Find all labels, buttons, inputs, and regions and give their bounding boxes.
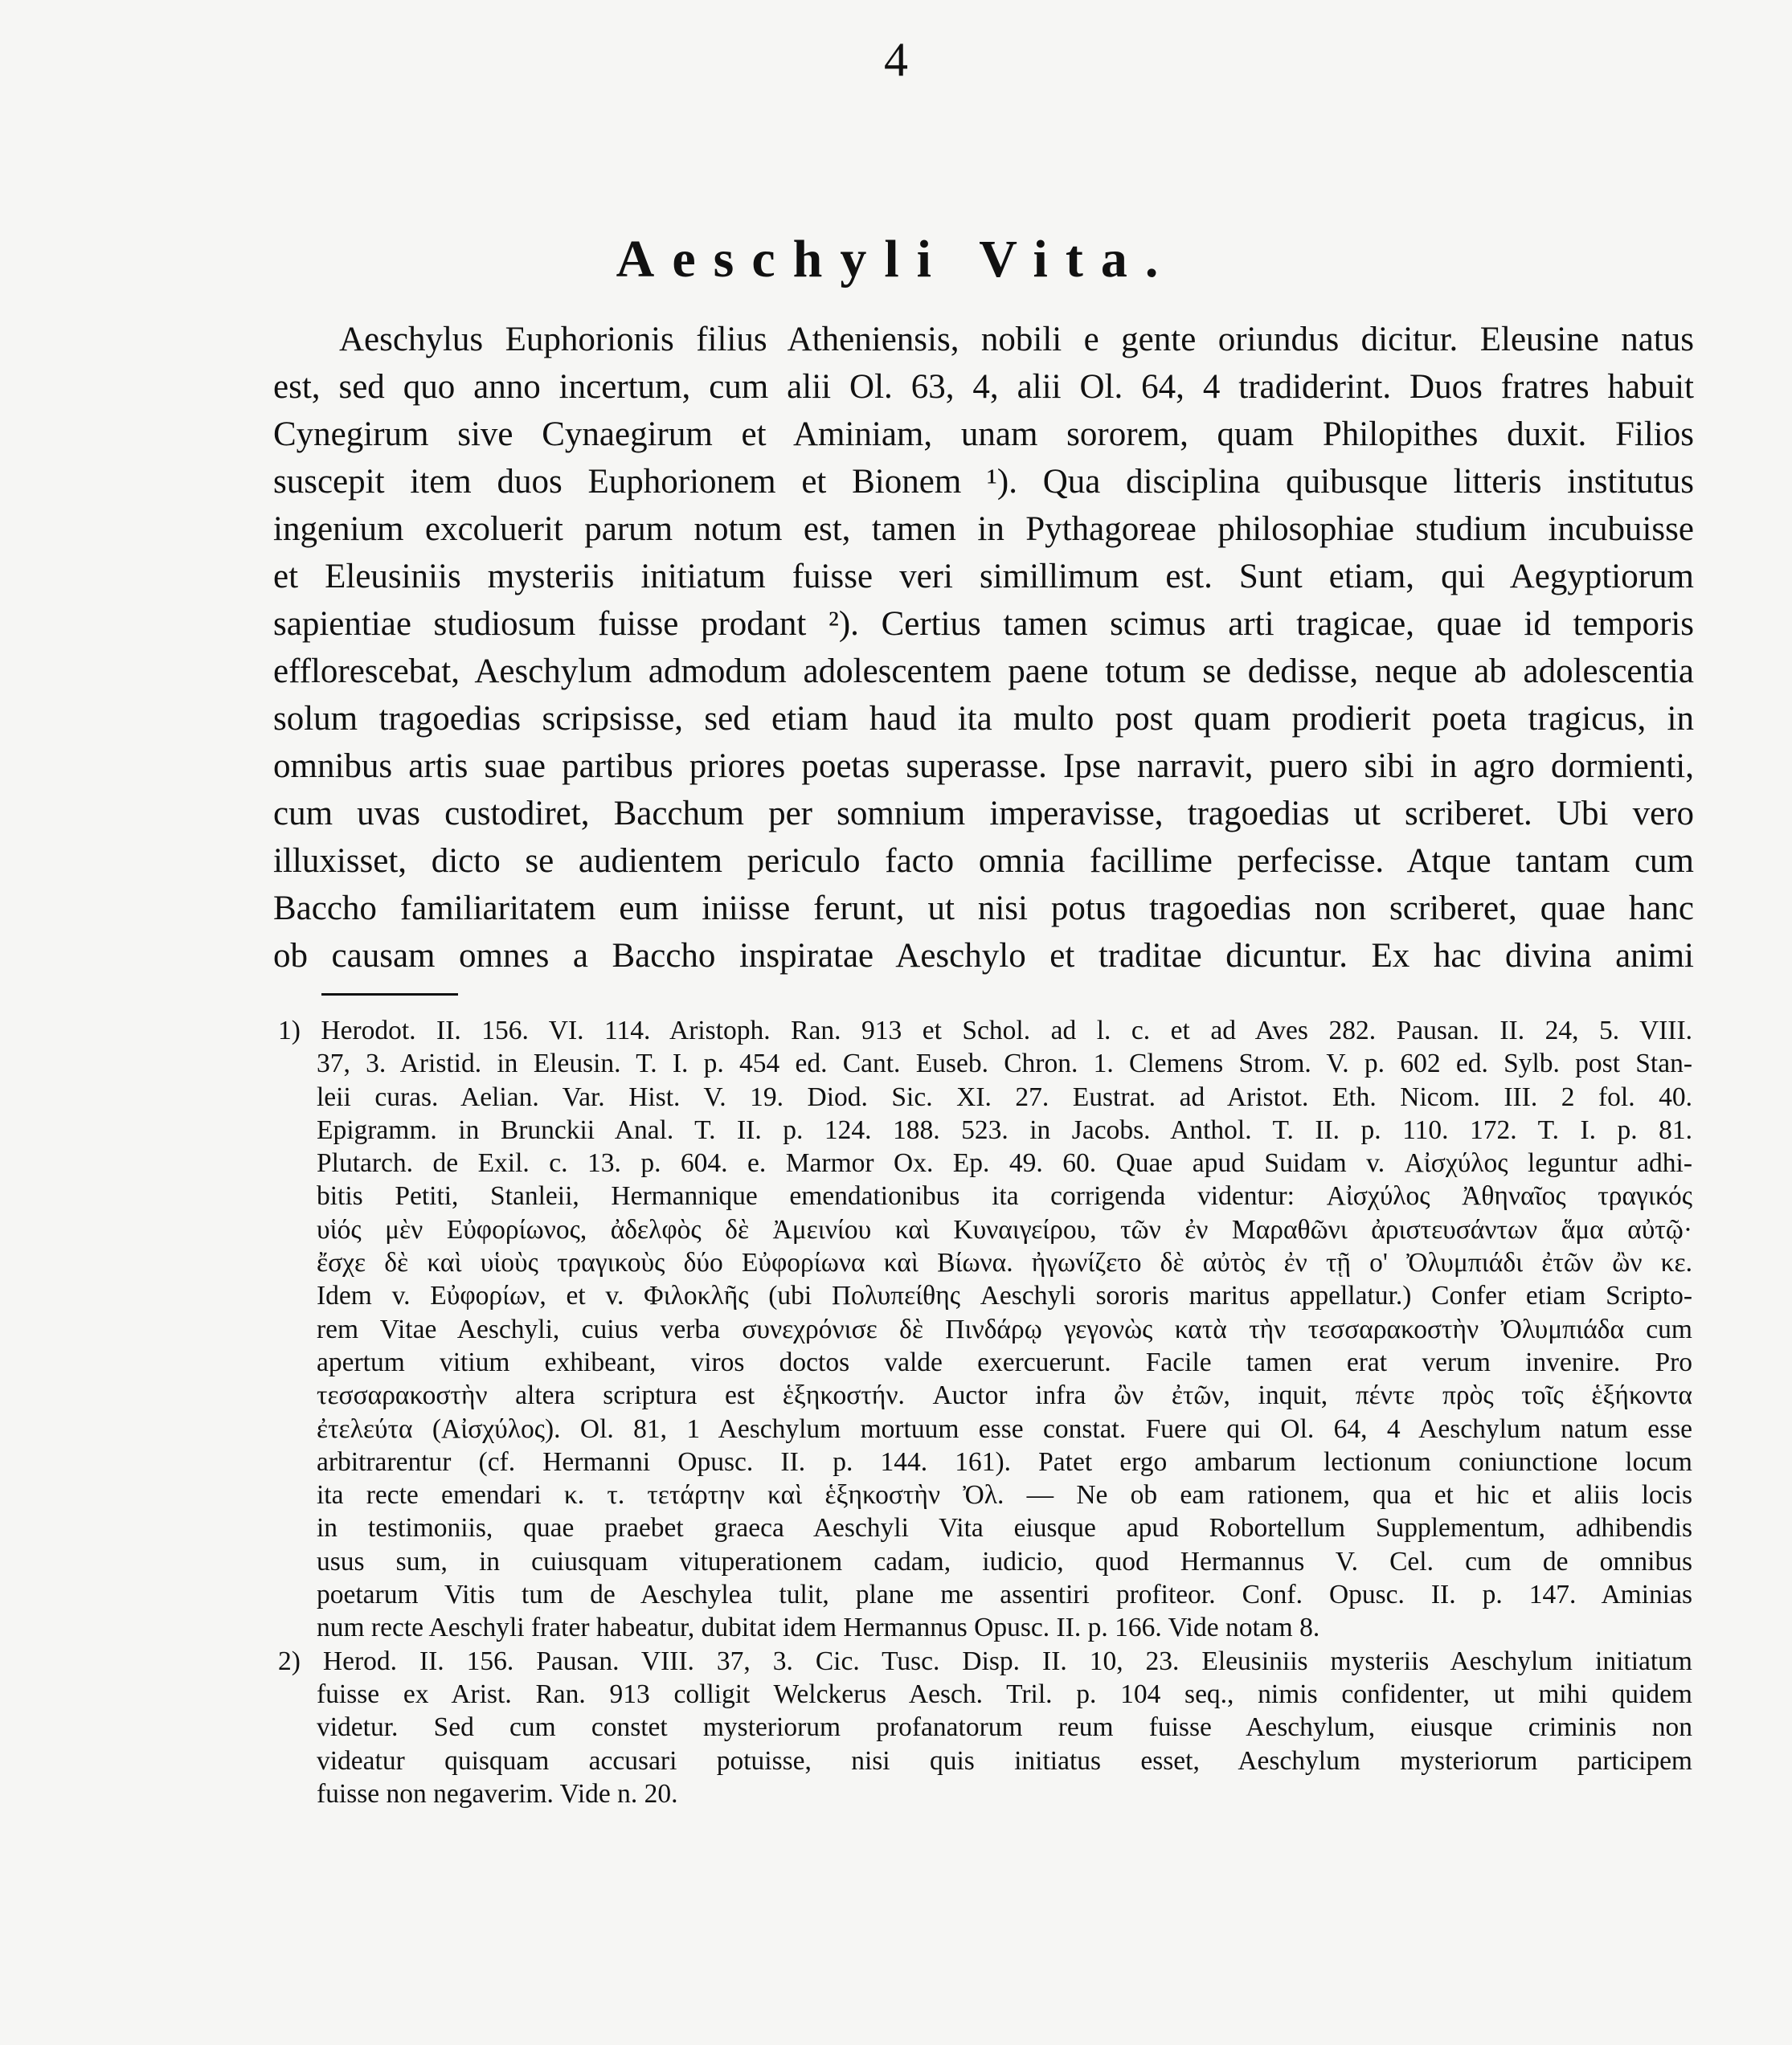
main-text-line: Cynegirum sive Cynaegirum et Aminiam, unam sororem, quam Philopithes duxit. Filios: [273, 415, 1694, 453]
page-number: 4: [884, 33, 908, 86]
footnote-line: υἱός μὲν Εὐφορίωνος, ἀδελφὸς δὲ Ἀμεινίου καὶ Κυναιγείρου, τῶν ἐν Μαραθῶνι ἀριστευσάντων ἅμα αὐτῷ·: [317, 1214, 1692, 1245]
footnote-line: 2) Herod. II. 156. Pausan. VIII. 37, 3. Cic. Tusc. Disp. II. 10, 23. Eleusiniis mysteriis Aeschylum initiatum: [278, 1646, 1692, 1676]
footnote-line: ita recte emendari κ. τ. τετάρτην καὶ ἑξηκοστὴν Ὀλ. — Ne ob eam rationem, qua et hic et aliis locis: [317, 1480, 1692, 1511]
main-text-line: ob causam omnes a Baccho inspiratae Aeschylo et traditae dicuntur. Ex hac divina animi: [273, 937, 1694, 975]
footnote-line: poetarum Vitis tum de Aeschylea tulit, plane me assentiri profiteor. Conf. Opusc. II. p. 147. Aminias: [317, 1580, 1692, 1610]
footnote-line: rem Vitae Aeschyli, cuius verba συνεχρόνισε δὲ Πινδάρῳ γεγονὼς κατὰ τὴν τεσσαρακοστὴν Ὀλυμπιάδα cum: [317, 1314, 1692, 1344]
footnote-2: [278, 1645, 1692, 1810]
main-text-line: solum tragoedias scripsisse, sed etiam haud ita multo post quam prodierit poeta tragicus, in: [273, 700, 1694, 738]
chapter-title: Aeschyli Vita.: [616, 230, 1176, 288]
main-text-line: sapientiae studiosum fuisse prodant ²). Certius tamen scimus arti tragicae, quae id temporis: [273, 605, 1694, 643]
main-text-line: efflorescebat, Aeschylum admodum adolescentem paene totum se dedisse, neque ab adolescentia: [273, 652, 1694, 690]
footnote-line: num recte Aeschyli frater habeatur, dubitat idem Hermannus Opusc. II. p. 166. Vide notam 8.: [317, 1613, 1320, 1643]
main-text-line: suscepit item duos Euphorionem et Bionem ¹). Qua disciplina quibusque litteris institutus: [273, 463, 1694, 501]
footnote-line: fuisse non negaverim. Vide n. 20.: [317, 1778, 678, 1809]
main-text-line: est, sed quo anno incertum, cum alii Ol. 63, 4, alii Ol. 64, 4 tradiderint. Duos fratres habuit: [273, 368, 1694, 406]
footnote-line: usus sum, in cuiusquam vituperationem cadam, iudicio, quod Hermannus V. Cel. cum de omnibus: [317, 1546, 1692, 1577]
main-text-line: ingenium excoluerit parum notum est, tamen in Pythagoreae philosophiae studium incubuisse: [273, 510, 1694, 548]
main-text-line: Aeschylus Euphorionis filius Atheniensis, nobili e gente oriundus dicitur. Eleusine natus: [339, 321, 1694, 358]
footnote-line: arbitrarentur (cf. Hermanni Opusc. II. p. 144. 161). Patet ergo ambarum lectionum coniunctione locum: [317, 1446, 1692, 1477]
main-text-line: et Eleusiniis mysteriis initiatum fuisse veri simillimum est. Sunt etiam, qui Aegyptiorum: [273, 558, 1694, 595]
footnote-line: Idem v. Εὐφορίων, et v. Φιλοκλῆς (ubi Πολυπείθης Aeschyli sororis maritus appellatur.) Confer etiam Scripto-: [317, 1281, 1692, 1311]
footnote-rule: [321, 993, 458, 996]
footnote-line: apertum vitium exhibeant, viros doctos valde exercuerunt. Facile tamen erat verum invenire. Pro: [317, 1347, 1692, 1377]
footnote-line: ἔσχε δὲ καὶ υἱοὺς τραγικοὺς δύο Εὐφορίωνα καὶ Βίωνα. ἠγωνίζετο δὲ αὐτὸς ἐν τῇ ο' Ὀλυμπιάδι ἐτῶν ὢν κε.: [317, 1248, 1692, 1278]
footnotes: [278, 1014, 1692, 1810]
footnote-line: 1) Herodot. II. 156. VI. 114. Aristoph. Ran. 913 et Schol. ad l. c. et ad Aves 282. Pausan. II. 24, 5. VIII.: [278, 1016, 1692, 1045]
footnote-line: leii curas. Aelian. Var. Hist. V. 19. Diod. Sic. XI. 27. Eustrat. ad Aristot. Eth. Nicom. III. 2 fol. 40.: [317, 1082, 1692, 1112]
footnote-1: [278, 1014, 1692, 1645]
footnote-line: videtur. Sed cum constet mysteriorum profanatorum reum fuisse Aeschylum, eiusque criminis non: [317, 1712, 1692, 1743]
footnote-line: ἐτελεύτα (Αἰσχύλος). Ol. 81, 1 Aeschylum mortuum esse constat. Fuere qui Ol. 64, 4 Aeschylum natum esse: [317, 1413, 1692, 1444]
main-text-line: Baccho familiaritatem eum iniisse ferunt, ut nisi potus tragoedias non scriberet, quae hanc: [273, 890, 1694, 927]
footnote-line: videatur quisquam accusari potuisse, nisi quis initiatus esset, Aeschylum mysteriorum participem: [317, 1745, 1692, 1776]
footnote-line: Epigramm. in Brunckii Anal. T. II. p. 124. 188. 523. in Jacobs. Anthol. T. II. p. 110. 172. T. I. p. 81.: [317, 1115, 1692, 1145]
main-text-line: omnibus artis suae partibus priores poetas superasse. Ipse narravit, puero sibi in agro dormienti,: [273, 747, 1694, 785]
footnote-line: τεσσαρακοστὴν altera scriptura est ἑξηκοστήν. Auctor infra ὢν ἐτῶν, inquit, πέντε πρὸς τοῖς ἑξήκοντα: [317, 1380, 1692, 1411]
footnote-line: fuisse ex Arist. Ran. 913 colligit Welckerus Aesch. Tril. p. 104 seq., nimis confidenter, ut mihi quidem: [317, 1679, 1692, 1709]
main-text-line: illuxisset, dicto se audientem periculo facto omnia facillime perfecisse. Atque tantam cum: [273, 842, 1694, 880]
footnote-line: bitis Petiti, Stanleii, Hermannique emendationibus ita corrigenda videntur: Αἰσχύλος Ἀθηναῖος τραγικός: [317, 1181, 1692, 1212]
footnote-line: Plutarch. de Exil. c. 13. p. 604. e. Marmor Ox. Ep. 49. 60. Quae apud Suidam v. Αἰσχύλος leguntur adhi-: [317, 1148, 1692, 1179]
main-text-line: cum uvas custodiret, Bacchum per somnium imperavisse, tragoedias ut scriberet. Ubi vero: [273, 795, 1694, 832]
footnote-line: in testimoniis, quae praebet graeca Aeschyli Vita eiusque apud Robortellum Supplementum, adhibendis: [317, 1513, 1692, 1544]
footnote-line: 37, 3. Aristid. in Eleusin. T. I. p. 454 ed. Cant. Euseb. Chron. 1. Clemens Strom. V. p. 602 ed. Sylb. post Stan-: [317, 1049, 1692, 1079]
main-text: [273, 316, 1694, 980]
